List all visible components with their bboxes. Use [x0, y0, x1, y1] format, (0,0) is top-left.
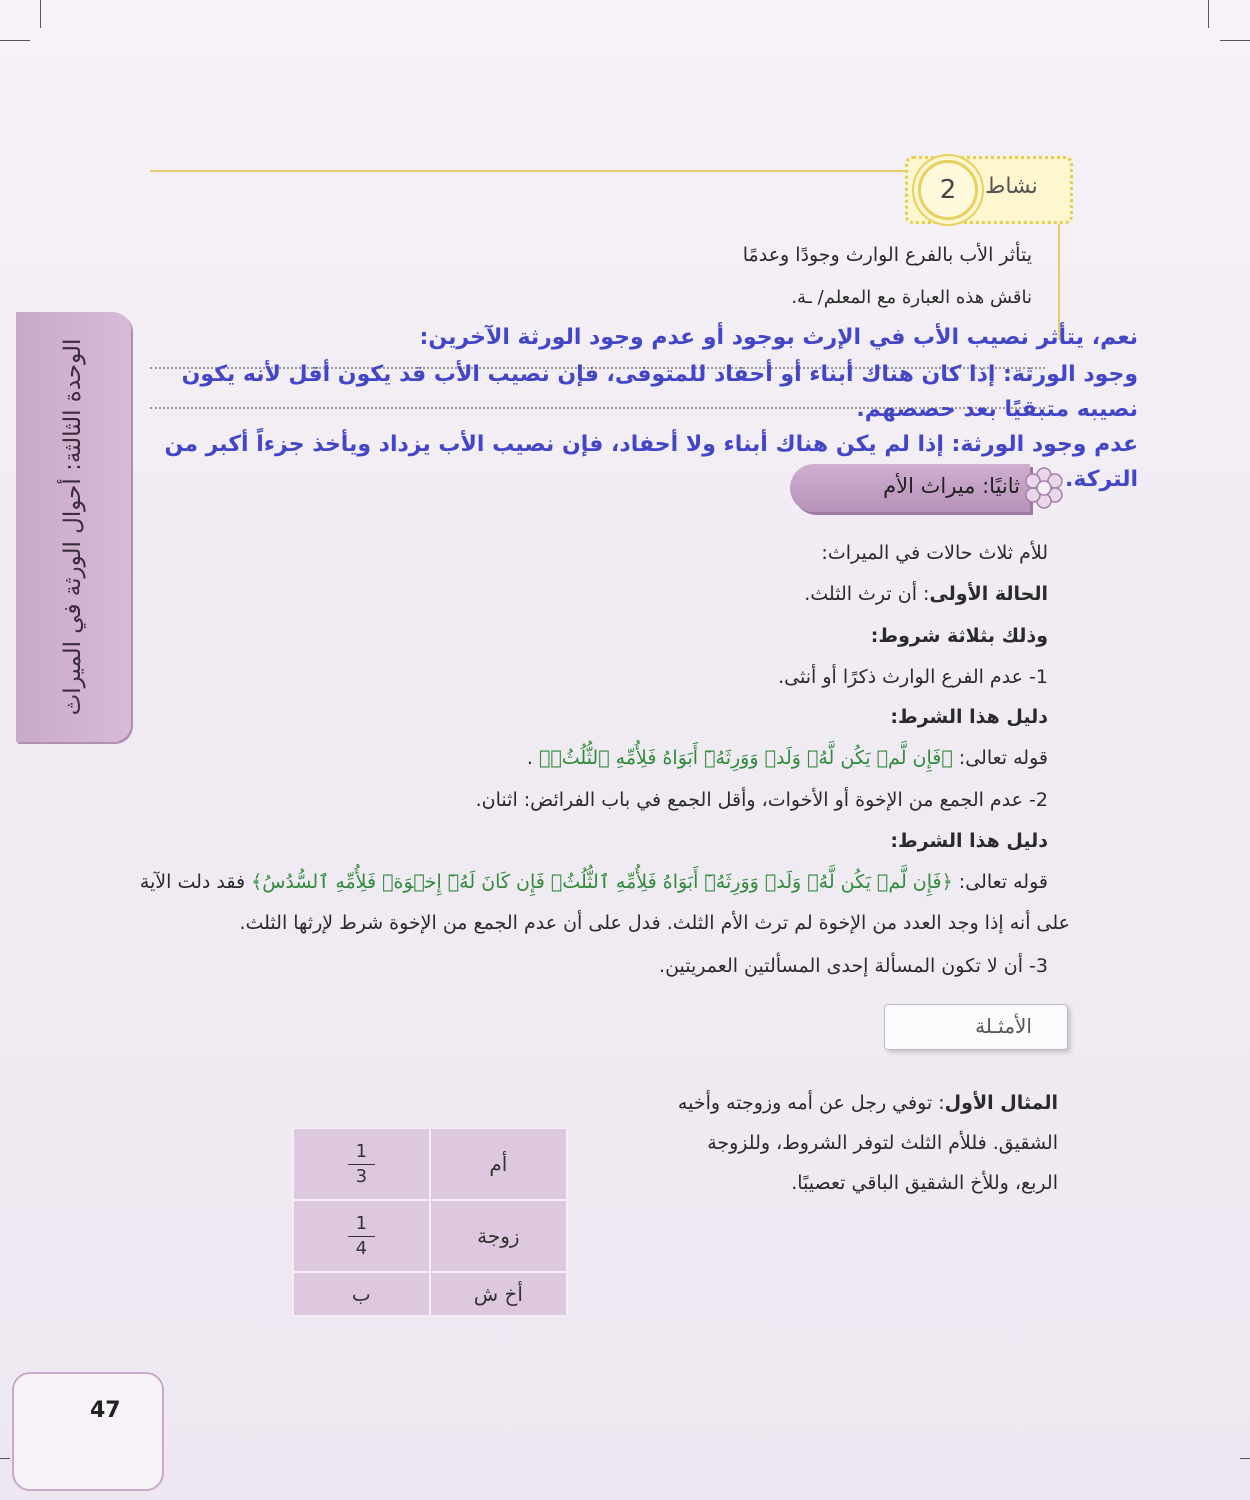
crop-mark: [40, 0, 41, 28]
case-one-label: الحالة الأولى: [929, 583, 1048, 605]
example-one-text: : توفي رجل عن أمه وزوجته وأخيه: [677, 1092, 945, 1114]
heir-cell: زوجة: [430, 1200, 567, 1272]
fraction-denominator: 4: [355, 1237, 368, 1259]
fraction: [348, 1212, 375, 1261]
mother-cases-intro: للأم ثلاث حالات في الميراث:: [821, 542, 1048, 564]
answer-line: وجود الورثة: إذا كان هناك أبناء أو أحفاد للمتوفى، فإن نصيب الأب قد يكون أقل لأنه يكون: [181, 362, 1138, 387]
condition-two: 2- عدم الجمع من الإخوة أو الأخوات، وأقل الجمع في باب الفرائض: اثنان.: [475, 789, 1048, 811]
answer-line: التركة.: [1065, 467, 1138, 492]
fraction-numerator: 1: [348, 1212, 375, 1237]
activity-label: نشاط: [985, 174, 1038, 199]
fraction-numerator: 1: [348, 1140, 375, 1165]
crop-mark: [1220, 40, 1250, 41]
case-one-line: [804, 583, 1048, 605]
quran-verse: ﴿فَإِن لَّمۡ يَكُن لَّهُۥ وَلَدٞ وَوَرِثَهُۥٓ أَبَوَاهُ فَلِأُمِّهِ ٱلثُّلُثُۚ فَإِن كَانَ لَهُۥٓ إِخۡوَةٞ فَلِأُمِّهِ ٱلسُّدُسُ﴾: [251, 871, 953, 893]
crop-mark: [1240, 1458, 1250, 1459]
answer-line: نصيبه متبقيًا بعد حصصهم.: [856, 397, 1138, 422]
activity-statement: يتأثر الأب بالفرع الوارث وجودًا وعدمًا: [742, 244, 1032, 266]
verse-prefix: قوله تعالى:: [952, 871, 1048, 893]
share-cell: [293, 1128, 430, 1200]
share-cell: [293, 1200, 430, 1272]
verse-two-line: [140, 871, 1048, 893]
quran-verse: ﴿فَإِن لَّمۡ يَكُن لَّهُۥ وَلَدٞ وَوَرِثَهُۥٓ أَبَوَاهُ فَلِأُمِّهِ ٱلثُّلُثُۚ﴾: [538, 747, 953, 769]
verse-one-line: [527, 747, 1048, 769]
verse-suffix: .: [526, 747, 539, 769]
unit-sidebar-title: الوحدة الثالثة: أحوال الورثة في الميراث: [60, 338, 86, 716]
activity-instruction: ناقش هذه العبارة مع المعلم/ ـة.: [791, 287, 1032, 308]
example-one-text: الشقيق. فللأم الثلث لتوفر الشروط، وللزوجة: [707, 1132, 1058, 1154]
example-one-label: المثال الأول: [944, 1092, 1058, 1114]
page-number: 47: [90, 1398, 121, 1423]
heir-cell: أم: [430, 1128, 567, 1200]
evidence-heading: دليل هذا الشرط:: [890, 830, 1048, 852]
page-number-box: [12, 1372, 164, 1491]
fraction-denominator: 3: [355, 1165, 368, 1187]
section-title: ثانيًا: ميراث الأم: [883, 474, 1020, 498]
condition-three: 3- أن لا تكون المسألة إحدى المسألتين العمريتين.: [659, 955, 1048, 977]
case-one-text: : أن ترث الثلث.: [804, 583, 930, 605]
fraction: [348, 1140, 375, 1189]
conditions-heading: وذلك بثلاثة شروط:: [870, 625, 1048, 647]
answer-line: عدم وجود الورثة: إذا لم يكن هناك أبناء ولا أحفاد، فإن نصيب الأب يزداد ويأخذ جزءاً أكبر من: [164, 432, 1138, 457]
heir-cell: أخ ش: [430, 1272, 567, 1316]
condition-one: 1- عدم الفرع الوارث ذكرًا أو أنثى.: [778, 666, 1048, 688]
example-one-line: [678, 1092, 1058, 1114]
activity-divider: [150, 170, 910, 172]
evidence-heading: دليل هذا الشرط:: [890, 706, 1048, 728]
crop-mark: [0, 1458, 10, 1459]
crop-mark: [0, 40, 30, 41]
share-cell: ب: [293, 1272, 430, 1316]
verse-explanation: على أنه إذا وجد العدد من الإخوة لم ترث الأم الثلث. فدل على أن عدم الجمع من الإخوة شرط لإرثها الثلث.: [239, 912, 1070, 934]
table-row: [293, 1272, 567, 1316]
heirs-shares-table: [292, 1127, 568, 1317]
verse-suffix: فقد دلت الآية: [139, 871, 252, 893]
verse-prefix: قوله تعالى:: [952, 747, 1048, 769]
example-one-text: الربع، وللأخ الشقيق الباقي تعصيبًا.: [791, 1172, 1058, 1194]
flower-ornament-icon: [1022, 466, 1066, 510]
examples-tab-label: الأمثـلة: [975, 1014, 1032, 1038]
answer-line: نعم، يتأثر نصيب الأب في الإرث بوجود أو عدم وجود الورثة الآخرين:: [419, 325, 1138, 350]
table-row: [293, 1200, 567, 1272]
crop-mark: [1208, 0, 1209, 28]
activity-number-badge: 2: [918, 160, 978, 220]
table-row: [293, 1128, 567, 1200]
